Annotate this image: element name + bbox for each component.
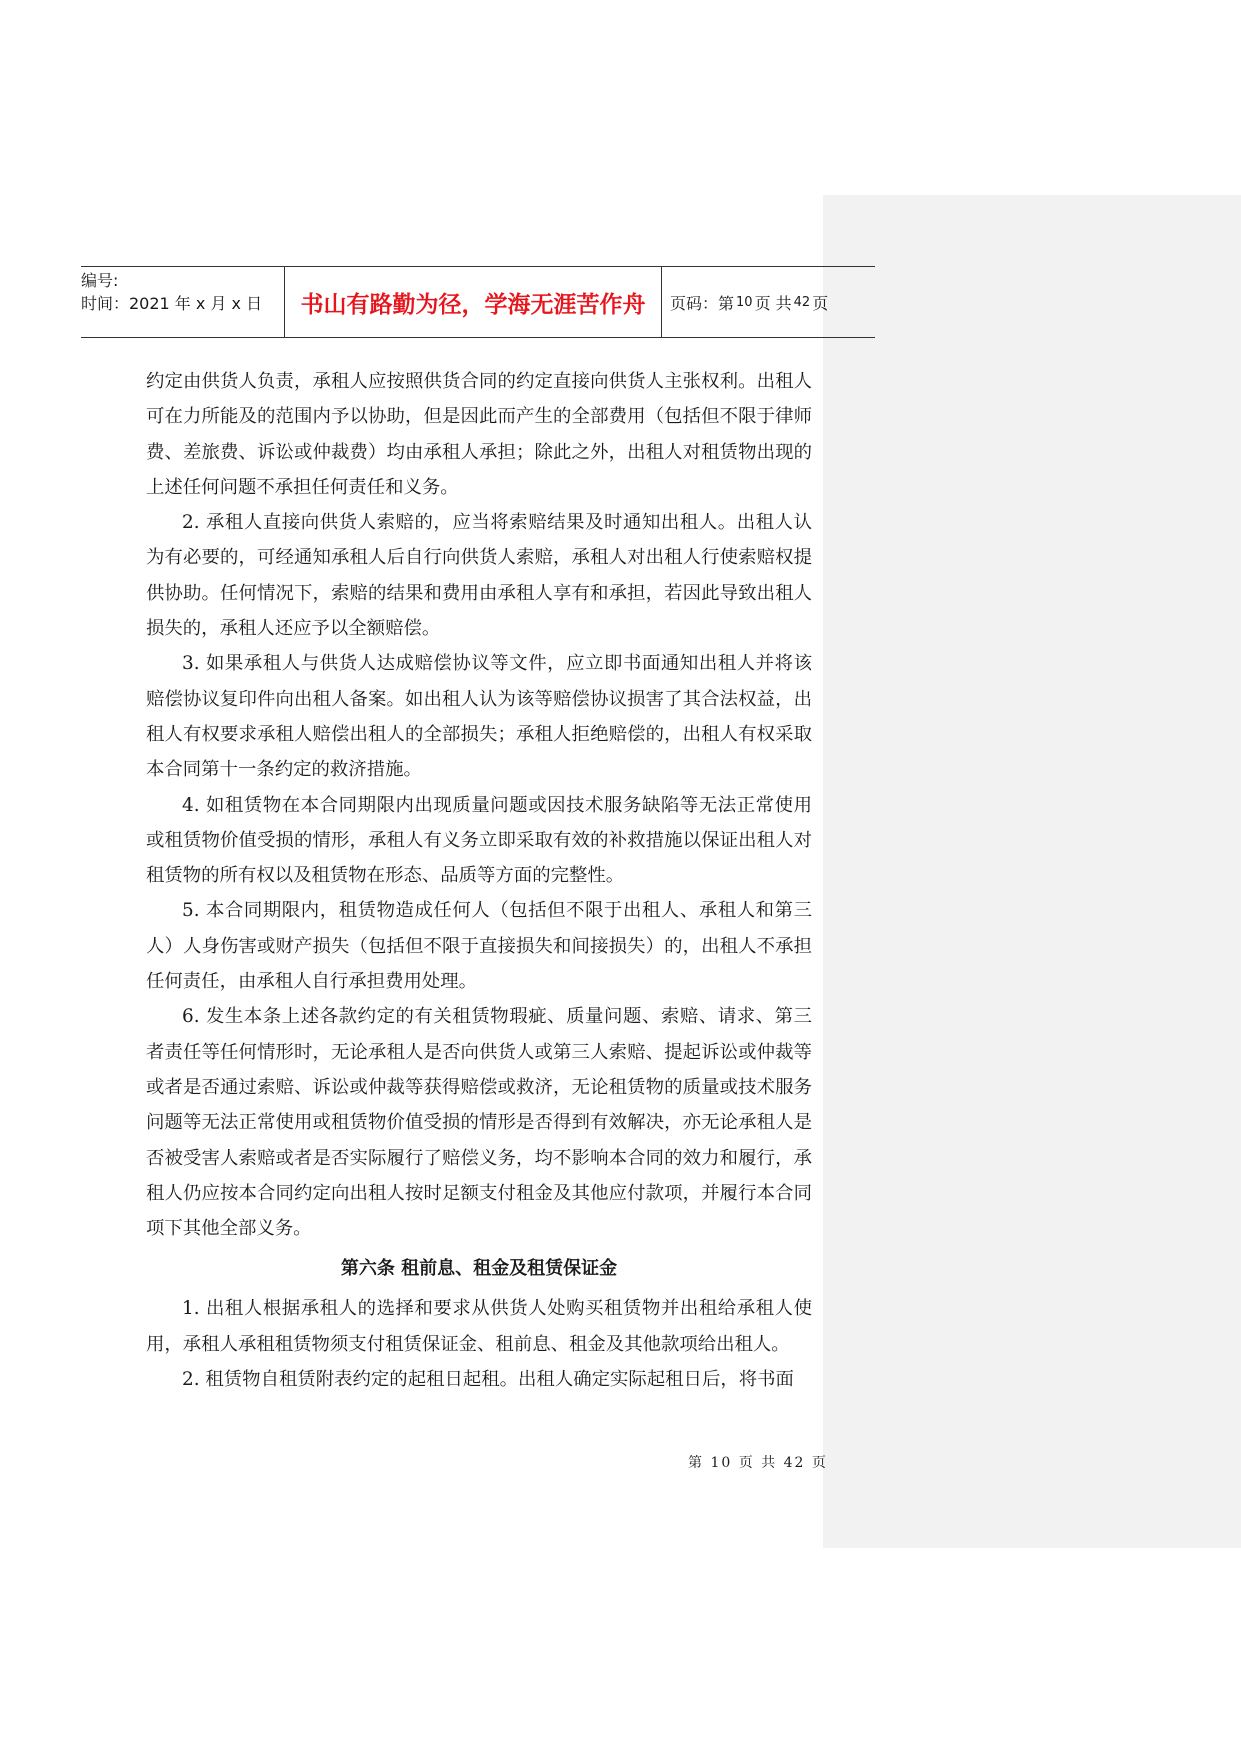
page-middle: 页 共 — [754, 293, 792, 313]
header-motto: 书山有路勤为径，学海无涯苦作舟 — [285, 267, 662, 337]
paragraph: 3. 如果承租人与供货人达成赔偿协议等文件，应立即书面通知出租人并将该赔偿协议复印件向出租人备案。如出租人认为该等赔偿协议损害了其合法权益，出租人有权要求承租人赔偿出租人的全部损失；承租人拒绝赔偿的，出租人有权采取本合同第十一条约定的救济措施。 — [146, 653, 812, 781]
paragraph: 2. 租赁物自租赁附表约定的起租日起租。出租人确定实际起租日后，将书面 — [182, 1369, 794, 1391]
paragraph: 约定由供货人负责，承租人应按照供货合同的约定直接向供货人主张权利。出租人可在力所能及的范围内予以协助，但是因此而产生的全部费用（包括但不限于律师费、差旅费、诉讼或仲裁费）均由承租人承担；除此之外，出租人对租赁物出现的上述任何问题不承担任何责任和义务。 — [146, 371, 812, 498]
page-header — [81, 266, 875, 338]
paragraph: 4. 如租赁物在本合同期限内出现质量问题或因技术服务缺陷等无法正常使用或租赁物价值受损的情形，承租人有义务立即采取有效的补救措施以保证出租人对租赁物的所有权以及租赁物在形态、品质等方面的完整性。 — [146, 794, 812, 887]
paragraph: 6. 发生本条上述各款约定的有关租赁物瑕疵、质量问题、索赔、请求、第三者责任等任何情形时，无论承租人是否向供货人或第三人索赔、提起诉讼或仲裁等或者是否通过索赔、诉讼或仲裁等获得赔偿或救济，无论租赁物的质量或技术服务问题等无法正常使用或租赁物价值受损的情形是否得到有效解决，亦无论承租人是否被受害人索赔或者是否实际履行了赔偿义务，均不影响本合同的效力和履行，承租人仍应按本合同约定向出租人按时足额支付租金及其他应付款项，并履行本合同项下其他全部义务。 — [146, 1006, 812, 1240]
page-current: 10 — [736, 294, 753, 310]
time-text: 时间：2021 年 x 月 x 日 — [81, 294, 263, 313]
paragraph: 5. 本合同期限内，租赁物造成任何人（包括但不限于出租人、承租人和第三人）人身伤害或财产损失（包括但不限于直接损失和间接损失）的，出租人不承担任何责任，由承租人自行承担费用处理。 — [146, 900, 812, 993]
header-info-cell — [81, 267, 285, 337]
paragraph: 1. 出租人根据承租人的选择和要求从供货人处购买租赁物并出租给承租人使用，承租人承租租赁物须支付租赁保证金、租前息、租金及其他款项给出租人。 — [146, 1298, 812, 1355]
page-footer: 第 10 页 共 42 页 — [688, 1455, 828, 1471]
page-suffix: 页 — [812, 293, 829, 313]
document-body — [146, 364, 812, 1397]
header-page-number — [662, 267, 875, 337]
section-title: 第六条 租前息、租金及租赁保证金 — [340, 1258, 618, 1280]
page-prefix: 页码：第 — [670, 293, 735, 313]
page-total: 42 — [793, 294, 811, 310]
paragraph: 2. 承租人直接向供货人索赔的，应当将索赔结果及时通知出租人。出租人认为有必要的，可经通知承租人后自行向供货人索赔，承租人对出租人行使索赔权提供协助。任何情况下，索赔的结果和费用由承租人享有和承担，若因此导致出租人损失的，承租人还应予以全额赔偿。 — [146, 512, 812, 640]
comment-pane — [823, 195, 1241, 1548]
serial-label: 编号: — [81, 271, 119, 290]
